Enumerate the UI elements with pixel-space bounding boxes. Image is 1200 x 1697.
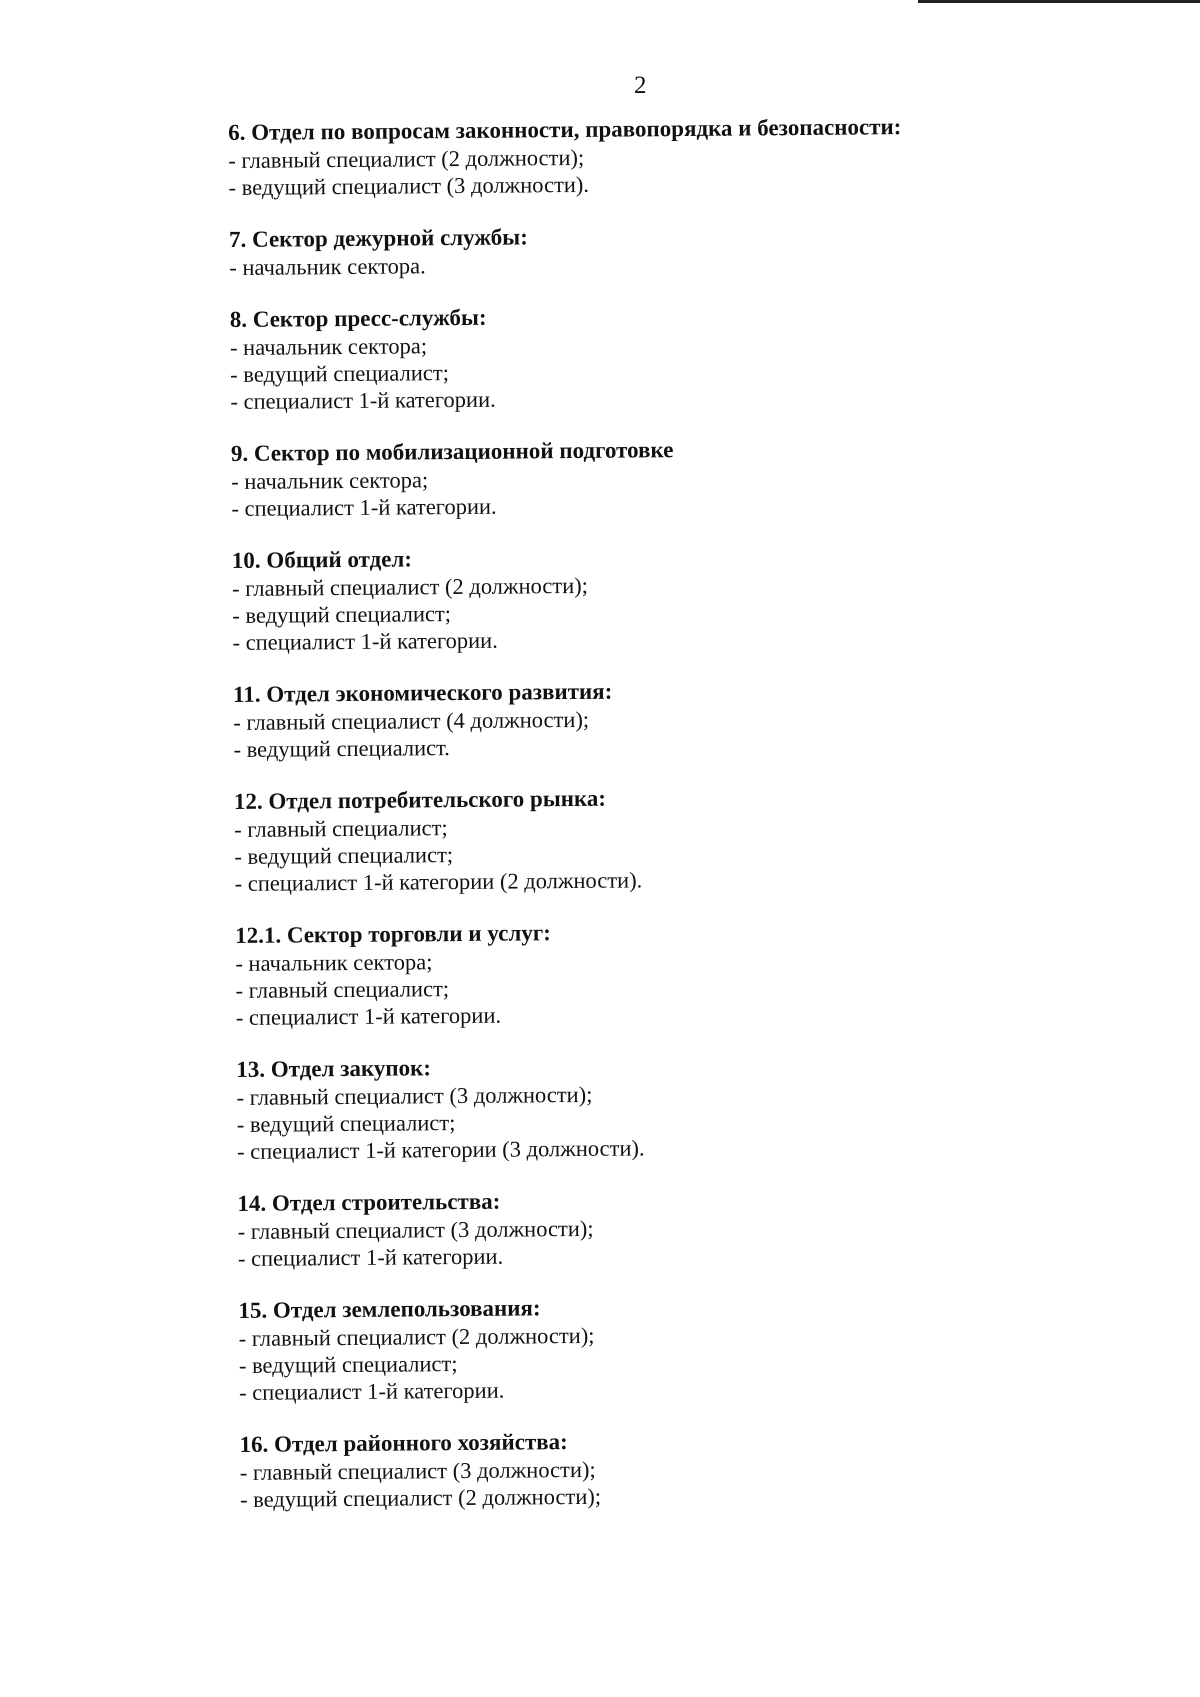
position-item: - главный специалист (4 должности); — [233, 706, 590, 735]
position-item: - специалист 1-й категории (2 должности). — [234, 867, 643, 896]
position-item: - начальник сектора. — [229, 253, 426, 280]
section-9 — [231, 432, 1012, 522]
section-title: 9. Сектор по мобилизационной подготовке — [230, 437, 674, 466]
section-title: 11. Отдел экономического развития: — [232, 678, 613, 707]
position-item: - главный специалист; — [234, 815, 448, 842]
position-item: - главный специалист (2 должности); — [238, 1322, 595, 1351]
section-13 — [236, 1048, 1017, 1165]
section-11 — [233, 673, 1014, 763]
position-item: - специалист 1-й категории (3 должности). — [236, 1135, 645, 1164]
position-item: - специалист 1-й категории. — [237, 1243, 504, 1271]
section-10 — [232, 539, 1013, 656]
position-item: - ведущий специалист (3 должности). — [228, 171, 590, 200]
section-title: 12. Отдел потребительского рынка: — [233, 785, 607, 814]
section-8 — [230, 298, 1011, 415]
section-title: 6. Отдел по вопросам законности, правопорядка и безопасности: — [228, 114, 902, 145]
position-item: - ведущий специалист; — [236, 1110, 456, 1137]
position-item: - ведущий специалист (2 должности); — [239, 1483, 602, 1512]
position-item: - начальник сектора; — [229, 333, 428, 360]
position-item: - специалист 1-й категории. — [239, 1377, 505, 1405]
section-title: 14. Отдел строительства: — [237, 1188, 501, 1216]
position-item: - главный специалист (2 должности); — [231, 572, 589, 601]
position-item: - главный специалист (3 должности); — [237, 1215, 594, 1244]
section-title: 15. Отдел землепользования: — [238, 1295, 541, 1323]
section-title: 13. Отдел закупок: — [236, 1055, 432, 1082]
section-title: 12.1. Сектор торговли и услуг: — [235, 920, 551, 948]
section-title: 16. Отдел районного хозяйства: — [239, 1429, 568, 1457]
section-15 — [238, 1289, 1019, 1406]
position-item: - специалист 1-й категории. — [230, 386, 496, 414]
position-item: - ведущий специалист; — [230, 360, 449, 387]
page-number: 2 — [634, 72, 647, 99]
position-item: - начальник сектора; — [235, 949, 433, 976]
position-item: - главный специалист (3 должности); — [239, 1456, 596, 1485]
position-item: - специалист 1-й категории. — [231, 493, 497, 521]
scan-edge-line — [918, 0, 1200, 3]
section-title: 10. Общий отдел: — [231, 546, 413, 573]
section-7 — [229, 218, 1009, 281]
position-item: - главный специалист; — [235, 976, 450, 1003]
section-title: 7. Сектор дежурной службы: — [228, 224, 528, 252]
section-6 — [228, 111, 1009, 201]
position-item: - начальник сектора; — [231, 467, 429, 494]
section-12-1 — [235, 914, 1016, 1031]
position-item: - специалист 1-й категории. — [235, 1002, 502, 1030]
document-body — [228, 111, 1020, 1537]
position-item: - ведущий специалист. — [233, 735, 450, 762]
position-item: - специалист 1-й категории. — [232, 627, 498, 655]
section-12 — [234, 780, 1015, 897]
section-16 — [239, 1423, 1020, 1513]
position-item: - главный специалист (3 должности); — [236, 1081, 593, 1110]
section-title: 8. Сектор пресс-службы: — [229, 304, 487, 332]
position-item: - ведущий специалист; — [234, 842, 454, 869]
position-item: - ведущий специалист; — [232, 601, 452, 628]
position-item: - главный специалист (2 должности); — [228, 144, 585, 173]
position-item: - ведущий специалист; — [238, 1351, 458, 1378]
section-14 — [237, 1182, 1018, 1272]
